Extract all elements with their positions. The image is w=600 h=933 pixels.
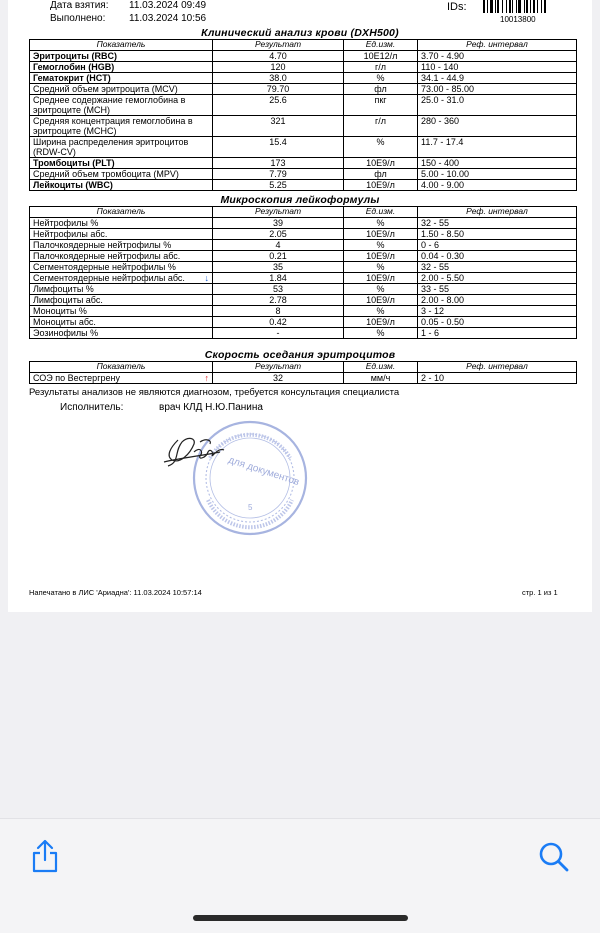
row-unit-text: г/л bbox=[374, 116, 387, 126]
table-row bbox=[30, 169, 577, 180]
row-ref-text: 0.04 - 0.30 bbox=[421, 251, 465, 261]
row-result bbox=[213, 180, 344, 191]
barcode-bar bbox=[516, 0, 517, 13]
row-unit bbox=[344, 218, 418, 229]
row-ref-text: 3.70 - 4.90 bbox=[421, 51, 465, 61]
row-ref bbox=[418, 262, 577, 273]
row-result bbox=[213, 137, 344, 158]
row-ref bbox=[418, 116, 577, 137]
row-name bbox=[30, 73, 213, 84]
completed-label: Выполнено: bbox=[50, 13, 106, 24]
row-name-text: Палочкоядерные нейтрофилы абс. bbox=[33, 251, 181, 261]
row-ref bbox=[418, 317, 577, 328]
table-row bbox=[30, 180, 577, 191]
printed-info: Напечатано в ЛИС 'Ариадна': 11.03.2024 10:57:14 bbox=[29, 588, 202, 597]
col-header: Ед.изм. bbox=[344, 40, 418, 51]
row-name bbox=[30, 273, 213, 284]
row-name-text: Нейтрофилы абс. bbox=[33, 229, 108, 239]
barcode-bar bbox=[490, 0, 493, 13]
table-row bbox=[30, 51, 577, 62]
cbc-title: Клинический анализ крови (DXH500) bbox=[201, 27, 399, 39]
row-result bbox=[213, 240, 344, 251]
row-name-text: Сегментоядерные нейтрофилы абс. bbox=[33, 273, 185, 283]
table-row bbox=[30, 295, 577, 306]
esr-title: Скорость оседания эритроцитов bbox=[204, 349, 396, 361]
row-ref bbox=[418, 73, 577, 84]
row-ref bbox=[418, 84, 577, 95]
col-header: Ед.изм. bbox=[344, 207, 418, 218]
col-header: Показатель bbox=[30, 207, 213, 218]
row-name bbox=[30, 251, 213, 262]
barcode-bar bbox=[518, 0, 521, 13]
row-ref-text: 0 - 6 bbox=[421, 240, 440, 250]
row-unit bbox=[344, 328, 418, 339]
row-unit bbox=[344, 84, 418, 95]
row-result-text: - bbox=[276, 328, 280, 338]
col-header: Реф. интервал bbox=[418, 40, 577, 51]
row-name bbox=[30, 218, 213, 229]
row-name-text: Лейкоциты (WBC) bbox=[33, 180, 113, 190]
stamp-number: 5 bbox=[248, 503, 253, 512]
row-unit-text: % bbox=[376, 328, 385, 338]
flag-low-icon: ↓ bbox=[204, 273, 209, 283]
row-result bbox=[213, 306, 344, 317]
row-name bbox=[30, 306, 213, 317]
barcode bbox=[483, 0, 568, 13]
row-result-text: 1.84 bbox=[269, 273, 287, 283]
barcode-bar bbox=[541, 0, 542, 13]
row-unit bbox=[344, 306, 418, 317]
row-result bbox=[213, 158, 344, 169]
ids-label: IDs: bbox=[447, 1, 467, 13]
share-icon[interactable] bbox=[30, 839, 60, 873]
row-unit bbox=[344, 284, 418, 295]
row-unit-text: мм/ч bbox=[370, 373, 391, 383]
row-result-text: 321 bbox=[270, 116, 286, 126]
flag-high-icon: ↑ bbox=[204, 373, 209, 383]
table-row bbox=[30, 62, 577, 73]
executor-label: Исполнитель: bbox=[60, 402, 124, 413]
col-header: Показатель bbox=[30, 362, 213, 373]
row-unit-text: 10E9/л bbox=[366, 273, 395, 283]
row-unit bbox=[344, 95, 418, 116]
row-unit-text: пкг bbox=[374, 95, 387, 105]
row-name-text: Эозинофилы % bbox=[33, 328, 99, 338]
row-name-text: Моноциты абс. bbox=[33, 317, 96, 327]
barcode-bar bbox=[502, 0, 503, 13]
row-ref-text: 33 - 55 bbox=[421, 284, 450, 294]
row-ref bbox=[418, 180, 577, 191]
row-ref bbox=[418, 51, 577, 62]
row-unit bbox=[344, 180, 418, 191]
row-ref-text: 5.00 - 10.00 bbox=[421, 169, 470, 179]
row-ref bbox=[418, 251, 577, 262]
row-name-text: Нейтрофилы % bbox=[33, 218, 99, 228]
row-result-text: 4.70 bbox=[269, 51, 287, 61]
row-unit bbox=[344, 51, 418, 62]
row-unit-text: фл bbox=[374, 169, 387, 179]
row-ref-text: 34.1 - 44.9 bbox=[421, 73, 465, 83]
row-ref bbox=[418, 95, 577, 116]
row-name bbox=[30, 295, 213, 306]
row-ref bbox=[418, 284, 577, 295]
row-name bbox=[30, 169, 213, 180]
row-name-text: Гемоглобин (HGB) bbox=[33, 62, 115, 72]
row-result bbox=[213, 251, 344, 262]
table-row bbox=[30, 373, 577, 384]
row-result-text: 5.25 bbox=[269, 180, 287, 190]
row-result-text: 120 bbox=[270, 62, 286, 72]
row-ref bbox=[418, 373, 577, 384]
table-row bbox=[30, 240, 577, 251]
row-unit-text: 10E9/л bbox=[366, 295, 395, 305]
row-result-text: 15.4 bbox=[269, 137, 287, 147]
row-ref-text: 73.00 - 85.00 bbox=[421, 84, 475, 94]
barcode-bar bbox=[483, 0, 485, 13]
row-unit bbox=[344, 137, 418, 158]
row-ref-text: 32 - 55 bbox=[421, 262, 450, 272]
row-ref-text: 2 - 10 bbox=[421, 373, 445, 383]
row-ref-text: 2.00 - 5.50 bbox=[421, 273, 465, 283]
row-result bbox=[213, 328, 344, 339]
row-result-text: 25.6 bbox=[269, 95, 287, 105]
row-unit-text: % bbox=[376, 218, 385, 228]
col-header: Результат bbox=[213, 362, 344, 373]
row-result-text: 0.42 bbox=[269, 317, 287, 327]
col-header: Результат bbox=[213, 207, 344, 218]
row-ref-text: 1.50 - 8.50 bbox=[421, 229, 465, 239]
col-header: Результат bbox=[213, 40, 344, 51]
row-unit bbox=[344, 62, 418, 73]
row-ref-text: 280 - 360 bbox=[421, 116, 460, 126]
row-name-text: Гематокрит (HCT) bbox=[33, 73, 111, 83]
row-result-text: 2.05 bbox=[269, 229, 287, 239]
row-unit bbox=[344, 262, 418, 273]
row-ref bbox=[418, 295, 577, 306]
row-unit bbox=[344, 295, 418, 306]
row-name bbox=[30, 317, 213, 328]
barcode-bar bbox=[537, 0, 538, 13]
row-unit-text: 10E9/л bbox=[366, 180, 395, 190]
table-row bbox=[30, 73, 577, 84]
row-name-text: Тромбоциты (PLT) bbox=[33, 158, 115, 168]
page-number: стр. 1 из 1 bbox=[522, 588, 558, 597]
row-unit-text: 10E9/л bbox=[366, 158, 395, 168]
row-result bbox=[213, 62, 344, 73]
row-name bbox=[30, 180, 213, 191]
row-unit bbox=[344, 251, 418, 262]
row-result-text: 4 bbox=[275, 240, 281, 250]
home-indicator[interactable] bbox=[193, 915, 408, 921]
table-row bbox=[30, 262, 577, 273]
row-unit-text: 10E9/л bbox=[366, 251, 395, 261]
leuko-table bbox=[29, 206, 577, 339]
row-name-text: Средний объем тромбоцита (MPV) bbox=[33, 169, 179, 179]
row-unit-text: % bbox=[376, 262, 385, 272]
row-unit-text: % bbox=[376, 306, 385, 316]
row-ref-text: 32 - 55 bbox=[421, 218, 450, 228]
barcode-bar bbox=[512, 0, 513, 13]
completed-value: 11.03.2024 10:56 bbox=[129, 13, 207, 24]
row-ref bbox=[418, 229, 577, 240]
row-result bbox=[213, 95, 344, 116]
row-name-text: Палочкоядерные нейтрофилы % bbox=[33, 240, 172, 250]
row-name bbox=[30, 95, 213, 116]
row-name-text: Среднее содержание гемоглобина в эритроците (MCH) bbox=[33, 95, 186, 115]
row-result bbox=[213, 317, 344, 328]
row-name bbox=[30, 51, 213, 62]
row-result-text: 32 bbox=[272, 373, 283, 383]
row-ref bbox=[418, 306, 577, 317]
row-unit bbox=[344, 317, 418, 328]
row-ref-text: 3 - 12 bbox=[421, 306, 445, 316]
row-result-text: 8 bbox=[275, 306, 281, 316]
col-header: Реф. интервал bbox=[418, 207, 577, 218]
stamp-text: для документов bbox=[226, 454, 301, 489]
cbc-table bbox=[29, 39, 577, 191]
row-unit bbox=[344, 240, 418, 251]
table-row bbox=[30, 218, 577, 229]
row-name bbox=[30, 328, 213, 339]
row-name-text: Лимфоциты абс. bbox=[33, 295, 103, 305]
row-ref bbox=[418, 240, 577, 251]
barcode-bar bbox=[524, 0, 525, 13]
col-header: Ед.изм. bbox=[344, 362, 418, 373]
table-row bbox=[30, 284, 577, 295]
row-name bbox=[30, 158, 213, 169]
esr-table bbox=[29, 361, 577, 384]
row-unit bbox=[344, 158, 418, 169]
barcode-bar bbox=[497, 0, 499, 13]
row-name bbox=[30, 373, 213, 384]
row-result-text: 2.78 bbox=[269, 295, 287, 305]
stamp bbox=[194, 422, 306, 534]
row-unit-text: 10E9/л bbox=[366, 317, 395, 327]
row-unit-text: 10E12/л bbox=[363, 51, 398, 61]
row-unit-text: % bbox=[376, 73, 385, 83]
date-taken-label: Дата взятия: bbox=[50, 0, 109, 11]
row-unit bbox=[344, 116, 418, 137]
row-result bbox=[213, 51, 344, 62]
col-header: Реф. интервал bbox=[418, 362, 577, 373]
row-name bbox=[30, 284, 213, 295]
row-ref-text: 0.05 - 0.50 bbox=[421, 317, 465, 327]
barcode-bar bbox=[526, 0, 528, 13]
table-row bbox=[30, 306, 577, 317]
date-taken-value: 11.03.2024 09:49 bbox=[129, 0, 207, 11]
barcode-bar bbox=[506, 0, 507, 13]
row-ref bbox=[418, 218, 577, 229]
row-name-text: Средний объем эритроцита (MCV) bbox=[33, 84, 178, 94]
barcode-bar bbox=[509, 0, 511, 13]
row-unit-text: % bbox=[376, 284, 385, 294]
row-result bbox=[213, 73, 344, 84]
table-row bbox=[30, 158, 577, 169]
table-row bbox=[30, 137, 577, 158]
row-result-text: 53 bbox=[272, 284, 283, 294]
row-name bbox=[30, 229, 213, 240]
row-result-text: 173 bbox=[270, 158, 286, 168]
row-name bbox=[30, 62, 213, 73]
row-name-text: Сегментоядерные нейтрофилы % bbox=[33, 262, 176, 272]
row-ref-text: 2.00 - 8.00 bbox=[421, 295, 465, 305]
row-name-text: Средняя концентрация гемоглобина в эритроците (MCHC) bbox=[33, 116, 193, 136]
leuko-title: Микроскопия лейкоформулы bbox=[220, 194, 380, 206]
row-name-text: Ширина распределения эритроцитов (RDW-CV) bbox=[33, 137, 189, 157]
row-name bbox=[30, 116, 213, 137]
row-unit bbox=[344, 273, 418, 284]
barcode-bar bbox=[487, 0, 488, 13]
row-result bbox=[213, 229, 344, 240]
row-unit-text: фл bbox=[374, 84, 387, 94]
barcode-number: 10013800 bbox=[500, 15, 536, 24]
row-unit-text: % bbox=[376, 137, 385, 147]
row-result-text: 38.0 bbox=[269, 73, 287, 83]
row-name bbox=[30, 137, 213, 158]
row-unit bbox=[344, 169, 418, 180]
row-unit bbox=[344, 373, 418, 384]
barcode-bar bbox=[533, 0, 535, 13]
row-ref bbox=[418, 169, 577, 180]
row-ref bbox=[418, 137, 577, 158]
row-ref-text: 25.0 - 31.0 bbox=[421, 95, 465, 105]
table-row bbox=[30, 273, 577, 284]
table-row bbox=[30, 95, 577, 116]
barcode-bar bbox=[530, 0, 531, 13]
row-unit-text: % bbox=[376, 240, 385, 250]
row-result-text: 0.21 bbox=[269, 251, 287, 261]
row-ref-text: 150 - 400 bbox=[421, 158, 460, 168]
barcode-bar bbox=[544, 0, 546, 13]
search-icon[interactable] bbox=[538, 841, 570, 873]
row-ref bbox=[418, 62, 577, 73]
table-row bbox=[30, 84, 577, 95]
table-row bbox=[30, 229, 577, 240]
table-row bbox=[30, 328, 577, 339]
row-unit bbox=[344, 73, 418, 84]
col-header: Показатель bbox=[30, 40, 213, 51]
row-unit-text: 10E9/л bbox=[366, 229, 395, 239]
row-name-text: Моноциты % bbox=[33, 306, 87, 316]
row-name bbox=[30, 262, 213, 273]
row-result-text: 39 bbox=[272, 218, 283, 228]
row-ref bbox=[418, 158, 577, 169]
row-result bbox=[213, 284, 344, 295]
row-name bbox=[30, 240, 213, 251]
barcode-bar bbox=[495, 0, 496, 13]
row-ref bbox=[418, 273, 577, 284]
row-result-text: 35 bbox=[272, 262, 283, 272]
executor-value: врач КЛД Н.Ю.Панина bbox=[159, 402, 263, 413]
table-row bbox=[30, 317, 577, 328]
row-name-text: Лимфоциты % bbox=[33, 284, 94, 294]
row-ref-text: 1 - 6 bbox=[421, 328, 440, 338]
row-name bbox=[30, 84, 213, 95]
row-result bbox=[213, 218, 344, 229]
row-result bbox=[213, 262, 344, 273]
row-name-text: СОЭ по Вестергрену bbox=[33, 373, 120, 383]
row-ref-text: 11.7 - 17.4 bbox=[421, 137, 464, 147]
row-ref-text: 110 - 140 bbox=[421, 62, 459, 72]
table-row bbox=[30, 251, 577, 262]
row-result-text: 7.79 bbox=[269, 169, 287, 179]
row-result bbox=[213, 273, 344, 284]
row-result bbox=[213, 169, 344, 180]
table-row bbox=[30, 116, 577, 137]
row-result bbox=[213, 295, 344, 306]
row-result bbox=[213, 373, 344, 384]
row-result bbox=[213, 116, 344, 137]
disclaimer: Результаты анализов не являются диагнозом, требуется консультация специалиста bbox=[29, 387, 400, 398]
row-ref-text: 4.00 - 9.00 bbox=[421, 180, 465, 190]
row-unit-text: г/л bbox=[374, 62, 387, 72]
row-ref bbox=[418, 328, 577, 339]
row-name-text: Эритроциты (RBC) bbox=[33, 51, 117, 61]
row-result bbox=[213, 84, 344, 95]
signature-stamp bbox=[160, 418, 320, 538]
row-result-text: 79.70 bbox=[266, 84, 290, 94]
row-unit bbox=[344, 229, 418, 240]
